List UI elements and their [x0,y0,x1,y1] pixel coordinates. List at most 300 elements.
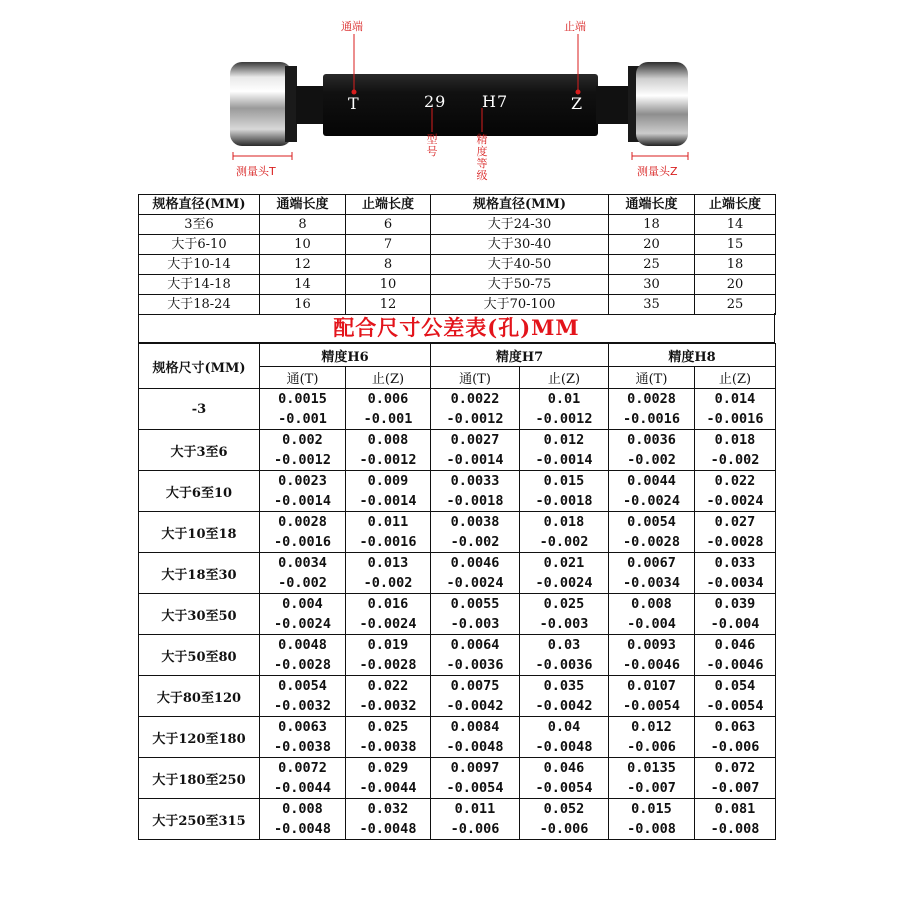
lower-deviation: -0.0054 [706,698,764,714]
lengths-cell: 大于24-30 [431,215,609,235]
tolerance-cell [520,430,609,471]
lower-deviation: -0.002 [450,534,500,550]
lower-deviation: -0.0048 [274,821,331,837]
lengths-cell: 18 [609,215,695,235]
tolerance-cell [260,389,346,430]
tolerance-cell [609,471,695,512]
tolerance-cell [346,471,431,512]
tolerance-row [139,758,776,799]
tolerance-cell [609,799,695,840]
upper-deviation: 0.022 [714,473,756,489]
tolerance-cell [695,717,776,758]
size-header: 规格尺寸(MM) [139,344,260,389]
upper-deviation: 0.008 [367,432,409,448]
tolerance-pair [520,717,608,757]
tolerance-pair [520,430,608,470]
upper-deviation: 0.015 [543,473,585,489]
lengths-cell: 25 [609,255,695,275]
lengths-header-cell: 规格直径(MM) [431,195,609,215]
sub-header-nogo: 止(Z) [520,367,609,389]
tolerance-pair [260,512,345,552]
lower-deviation: -0.0048 [535,739,593,755]
engraving-z: Z [571,94,584,113]
lower-deviation: -0.0036 [535,657,593,673]
size-range-cell: 大于50至80 [139,635,260,676]
upper-deviation: 0.0022 [450,391,500,407]
lower-deviation: -0.002 [627,452,676,468]
lower-deviation: -0.007 [710,780,760,796]
tolerance-cell [431,676,520,717]
upper-deviation: 0.011 [367,514,409,530]
tolerance-pair [695,799,775,839]
tolerance-cell [260,676,346,717]
tolerance-pair [695,676,775,716]
tolerance-cell [609,717,695,758]
tolerance-cell [520,799,609,840]
tolerance-pair [609,430,694,470]
size-range-cell: 大于120至180 [139,717,260,758]
tolerance-cell [695,471,776,512]
lower-deviation: -0.008 [627,821,676,837]
upper-deviation: 0.0067 [627,555,676,571]
tolerance-cell [520,594,609,635]
upper-deviation: 0.032 [367,801,409,817]
lengths-header-cell: 止端长度 [346,195,431,215]
tolerance-pair [695,471,775,511]
tolerance-cell [431,758,520,799]
lower-deviation: -0.0044 [359,780,417,796]
tolerance-pair [520,471,608,511]
upper-deviation: 0.004 [282,596,323,612]
lengths-cell: 7 [346,235,431,255]
tolerance-cell [609,389,695,430]
tolerance-cell [346,676,431,717]
tolerance-cell [695,430,776,471]
tolerance-pair [520,799,608,839]
upper-deviation: 0.022 [367,678,409,694]
upper-deviation: 0.039 [714,596,756,612]
lower-deviation: -0.0044 [274,780,331,796]
size-range-cell: -3 [139,389,260,430]
upper-deviation: 0.0075 [450,678,500,694]
tolerance-pair [431,594,519,634]
upper-deviation: 0.019 [367,637,409,653]
lengths-row [139,275,776,295]
tolerance-row [139,717,776,758]
tolerance-row [139,471,776,512]
upper-deviation: 0.018 [543,514,585,530]
tolerance-row [139,799,776,840]
upper-deviation: 0.046 [714,637,756,653]
tolerance-pair [431,799,519,839]
upper-deviation: 0.0028 [278,514,327,530]
tolerance-cell [609,676,695,717]
lower-deviation: -0.0034 [623,575,680,591]
upper-deviation: 0.04 [547,719,581,735]
lower-deviation: -0.0024 [274,616,331,632]
gauge-length-table [138,194,776,315]
lower-deviation: -0.0054 [535,780,593,796]
tolerance-cell [260,635,346,676]
tolerance-row [139,512,776,553]
tolerance-cell [346,717,431,758]
lower-deviation: -0.0048 [359,821,417,837]
upper-deviation: 0.0038 [450,514,500,530]
tolerance-pair [695,758,775,798]
upper-deviation: 0.009 [367,473,409,489]
upper-deviation: 0.016 [367,596,409,612]
lower-deviation: -0.0042 [446,698,504,714]
lower-deviation: -0.0016 [623,411,680,427]
lower-deviation: -0.003 [539,616,589,632]
tolerance-row [139,594,776,635]
tolerance-pair [260,676,345,716]
upper-deviation: 0.0054 [627,514,676,530]
tolerance-cell [695,512,776,553]
tolerance-cell [260,553,346,594]
tolerance-cell [609,758,695,799]
lower-deviation: -0.008 [710,821,760,837]
lengths-header-cell: 通端长度 [609,195,695,215]
upper-deviation: 0.063 [714,719,756,735]
tolerance-pair [695,389,775,429]
tolerance-pair [609,799,694,839]
upper-deviation: 0.0097 [450,760,500,776]
lower-deviation: -0.001 [278,411,327,427]
upper-deviation: 0.0107 [627,678,676,694]
upper-deviation: 0.033 [714,555,756,571]
tolerance-pair [260,758,345,798]
tolerance-cell [520,553,609,594]
tolerance-pair [431,553,519,593]
tolerance-pair [609,594,694,634]
lower-deviation: -0.0054 [446,780,504,796]
size-range-cell: 大于10至18 [139,512,260,553]
lower-deviation: -0.004 [710,616,760,632]
tolerance-cell [431,594,520,635]
lengths-cell: 大于14-18 [139,275,260,295]
lower-deviation: -0.006 [450,821,500,837]
lower-deviation: -0.0046 [623,657,680,673]
size-range-cell: 大于30至50 [139,594,260,635]
tolerance-pair [609,512,694,552]
upper-deviation: 0.002 [282,432,323,448]
tolerance-table-title: 配合尺寸公差表(孔)MM [138,313,775,343]
size-range-cell: 大于250至315 [139,799,260,840]
lengths-cell: 大于50-75 [431,275,609,295]
lengths-cell: 大于10-14 [139,255,260,275]
plug-gauge-figure [0,0,900,190]
upper-deviation: 0.081 [714,801,756,817]
tolerance-pair [695,512,775,552]
lengths-cell: 14 [260,275,346,295]
tolerance-pair [260,799,345,839]
size-range-cell: 大于180至250 [139,758,260,799]
tolerance-pair [520,758,608,798]
tolerance-cell [431,389,520,430]
tolerance-pair [346,758,430,798]
tolerance-pair [431,635,519,675]
tolerance-cell [431,553,520,594]
upper-deviation: 0.0084 [450,719,500,735]
tolerance-pair [346,635,430,675]
tolerance-cell [695,553,776,594]
head-t-label: 测量头T [236,165,276,178]
lower-deviation: -0.0024 [359,616,417,632]
lower-deviation: -0.0054 [623,698,680,714]
tolerance-pair [346,471,430,511]
lower-deviation: -0.006 [627,739,676,755]
tolerance-pair [431,758,519,798]
tolerance-cell [431,799,520,840]
model-label: 型号 [426,133,438,158]
tolerance-cell [346,389,431,430]
lengths-cell: 大于70-100 [431,295,609,315]
lower-deviation: -0.006 [539,821,589,837]
tolerance-cell [520,635,609,676]
tolerance-pair [695,430,775,470]
tolerance-pair [609,635,694,675]
tolerance-pair [520,635,608,675]
upper-deviation: 0.006 [367,391,409,407]
tolerance-cell [260,799,346,840]
tolerance-pair [431,389,519,429]
tolerance-pair [346,430,430,470]
lengths-cell: 18 [695,255,776,275]
tolerance-cell [609,512,695,553]
tolerance-pair [346,676,430,716]
tolerance-pair [346,512,430,552]
sub-header-nogo: 止(Z) [346,367,431,389]
lengths-row [139,235,776,255]
upper-deviation: 0.0036 [627,432,676,448]
sub-header-go: 通(T) [431,367,520,389]
lengths-cell: 10 [346,275,431,295]
tolerance-pair [609,553,694,593]
lower-deviation: -0.0028 [359,657,417,673]
lengths-header-row [139,195,776,215]
lower-deviation: -0.003 [450,616,500,632]
tolerance-cell [609,553,695,594]
lengths-cell: 大于18-24 [139,295,260,315]
plug-gauge-drawing [0,0,900,190]
tolerance-row [139,553,776,594]
upper-deviation: 0.0027 [450,432,500,448]
tolerance-cell [346,512,431,553]
tolerance-cell [431,635,520,676]
tolerance-cell [609,635,695,676]
lower-deviation: -0.0016 [359,534,417,550]
upper-deviation: 0.015 [631,801,672,817]
engraving-t: T [348,94,360,113]
lower-deviation: -0.0042 [535,698,593,714]
lengths-cell: 14 [695,215,776,235]
tolerance-cell [609,594,695,635]
tolerance-cell [431,512,520,553]
lengths-cell: 大于30-40 [431,235,609,255]
tolerance-cell [260,717,346,758]
tolerance-pair [346,717,430,757]
tolerance-cell [346,430,431,471]
lower-deviation: -0.0032 [359,698,417,714]
lengths-cell: 25 [695,295,776,315]
size-range-cell: 大于18至30 [139,553,260,594]
upper-deviation: 0.0046 [450,555,500,571]
upper-deviation: 0.0015 [278,391,327,407]
upper-deviation: 0.013 [367,555,409,571]
tolerance-pair [260,430,345,470]
tolerance-pair [695,717,775,757]
tolerance-cell [260,471,346,512]
lengths-cell: 35 [609,295,695,315]
gauge-handle [323,74,598,136]
lengths-cell: 8 [260,215,346,235]
lengths-row [139,255,776,275]
tolerance-pair [695,635,775,675]
upper-deviation: 0.018 [714,432,756,448]
tolerance-cell [260,594,346,635]
upper-deviation: 0.0033 [450,473,500,489]
engraving-grade: H7 [482,92,509,111]
lower-deviation: -0.0014 [359,493,417,509]
lengths-cell: 12 [260,255,346,275]
tolerance-cell [695,758,776,799]
tolerance-cell [695,676,776,717]
lengths-cell: 8 [346,255,431,275]
upper-deviation: 0.008 [282,801,323,817]
lower-deviation: -0.0032 [274,698,331,714]
upper-deviation: 0.012 [631,719,672,735]
upper-deviation: 0.0072 [278,760,327,776]
upper-deviation: 0.072 [714,760,756,776]
size-range-cell: 大于80至120 [139,676,260,717]
upper-deviation: 0.029 [367,760,409,776]
tolerance-pair [609,758,694,798]
tolerance-cell [695,635,776,676]
tolerance-cell [260,430,346,471]
tolerance-cell [695,389,776,430]
upper-deviation: 0.012 [543,432,585,448]
measuring-head-t [230,62,326,146]
lower-deviation: -0.0048 [446,739,504,755]
tolerance-pair [431,430,519,470]
lower-deviation: -0.0012 [359,452,417,468]
upper-deviation: 0.0063 [278,719,327,735]
lower-deviation: -0.002 [363,575,413,591]
lower-deviation: -0.0036 [446,657,504,673]
upper-deviation: 0.021 [543,555,585,571]
tolerance-cell [520,512,609,553]
lower-deviation: -0.0038 [359,739,417,755]
tolerance-cell [431,717,520,758]
lengths-cell: 12 [346,295,431,315]
tolerance-cell [695,799,776,840]
lengths-row [139,295,776,315]
sub-header-go: 通(T) [609,367,695,389]
lower-deviation: -0.0028 [274,657,331,673]
tolerance-pair [520,389,608,429]
tolerance-pair [609,676,694,716]
tolerance-pair [695,553,775,593]
lower-deviation: -0.0024 [446,575,504,591]
upper-deviation: 0.0034 [278,555,327,571]
upper-deviation: 0.0093 [627,637,676,653]
tolerance-cell [431,471,520,512]
grade-label: 精度等级 [476,133,488,182]
upper-deviation: 0.054 [714,678,756,694]
lengths-header-cell: 止端长度 [695,195,776,215]
lower-deviation: -0.0014 [446,452,504,468]
upper-deviation: 0.025 [543,596,585,612]
tolerance-pair [520,512,608,552]
lower-deviation: -0.002 [710,452,760,468]
lengths-cell: 3至6 [139,215,260,235]
tolerance-cell [346,635,431,676]
upper-deviation: 0.008 [631,596,672,612]
sub-header-nogo: 止(Z) [695,367,776,389]
lower-deviation: -0.0018 [535,493,593,509]
measuring-head-z [596,62,688,146]
tolerance-table [138,343,776,840]
upper-deviation: 0.014 [714,391,756,407]
lower-deviation: -0.001 [363,411,413,427]
tolerance-cell [346,799,431,840]
tolerance-cell [346,594,431,635]
tolerance-row [139,635,776,676]
lower-deviation: -0.004 [627,616,676,632]
lengths-cell: 20 [609,235,695,255]
tolerance-pair [346,799,430,839]
tolerance-pair [260,389,345,429]
tolerance-pair [431,471,519,511]
lengths-cell: 大于6-10 [139,235,260,255]
tolerance-row [139,676,776,717]
lower-deviation: -0.0016 [274,534,331,550]
tolerance-pair [346,389,430,429]
lower-deviation: -0.0046 [706,657,764,673]
upper-deviation: 0.0064 [450,637,500,653]
lengths-header-cell: 规格直径(MM) [139,195,260,215]
tolerance-pair [609,471,694,511]
lower-deviation: -0.0024 [535,575,593,591]
tolerance-cell [695,594,776,635]
tolerance-cell [520,758,609,799]
head-z-label: 测量头Z [637,165,678,178]
upper-deviation: 0.035 [543,678,585,694]
go-end-label: 通端 [341,20,363,33]
tolerance-pair [346,553,430,593]
upper-deviation: 0.052 [543,801,585,817]
grade-header-h8: 精度H8 [609,344,776,367]
tolerance-cell [260,758,346,799]
tolerance-pair [431,717,519,757]
upper-deviation: 0.025 [367,719,409,735]
upper-deviation: 0.0055 [450,596,500,612]
tolerance-pair [520,553,608,593]
lower-deviation: -0.002 [539,534,589,550]
sub-header-go: 通(T) [260,367,346,389]
size-range-cell: 大于3至6 [139,430,260,471]
lower-deviation: -0.0014 [535,452,593,468]
tolerance-pair [260,635,345,675]
upper-deviation: 0.0023 [278,473,327,489]
lengths-cell: 10 [260,235,346,255]
lower-deviation: -0.0012 [446,411,504,427]
upper-deviation: 0.0135 [627,760,676,776]
upper-deviation: 0.027 [714,514,756,530]
tolerance-cell [520,389,609,430]
lengths-cell: 6 [346,215,431,235]
